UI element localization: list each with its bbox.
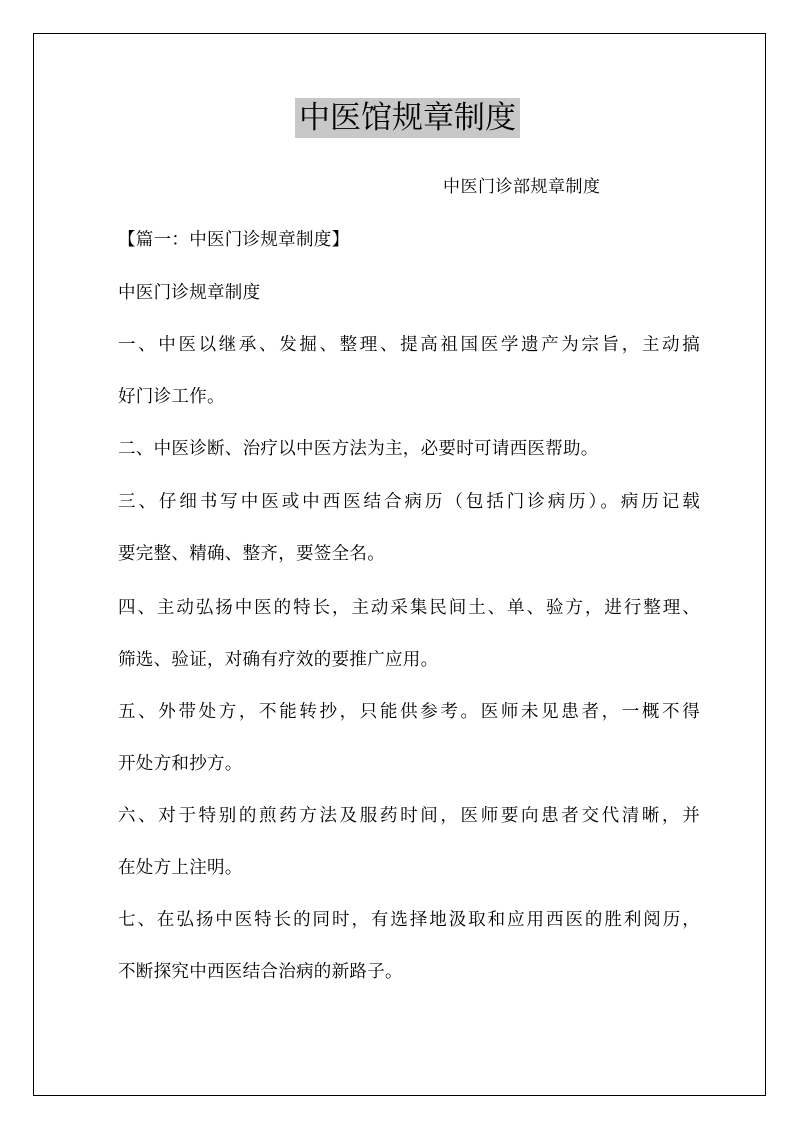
rule-7-line-1: 七、在弘扬中医特长的同时，有选择地汲取和应用西医的胜利阅历，	[118, 910, 700, 930]
rule-6-line-1: 六、对于特别的煎药方法及服药时间，医师要向患者交代清晰，并	[118, 806, 700, 826]
rule-3-line-2: 要完整、精确、整齐，要签全名。	[118, 544, 385, 564]
rule-2-line-1: 二、中医诊断、治疗以中医方法为主，必要时可请西医帮助。	[118, 439, 599, 459]
rule-1-line-2: 好门诊工作。	[118, 387, 225, 407]
rule-4-line-1: 四、主动弘扬中医的特长，主动采集民间土、单、验方，进行整理、	[118, 598, 700, 618]
document-subtitle: 中医门诊部规章制度	[443, 177, 601, 197]
rule-4-line-2: 筛选、验证，对确有疗效的要推广应用。	[118, 650, 439, 670]
rule-7-line-2: 不断探究中西医结合治病的新路子。	[118, 962, 403, 982]
rule-1-line-1: 一、中医以继承、发掘、整理、提高祖国医学遗产为宗旨，主动搞	[118, 335, 700, 355]
rule-3-line-1: 三、仔细书写中医或中西医结合病历（包括门诊病历）。病历记载	[118, 492, 700, 512]
document-title: 中医馆规章制度	[295, 98, 520, 138]
rule-5-line-1: 五、外带处方，不能转抄，只能供参考。医师未见患者，一概不得	[118, 702, 700, 722]
section-title: 中医门诊规章制度	[118, 283, 261, 303]
rule-5-line-2: 开处方和抄方。	[118, 754, 243, 774]
section-heading: 【篇一：中医门诊规章制度】	[118, 230, 350, 250]
rule-6-line-2: 在处方上注明。	[118, 858, 243, 878]
